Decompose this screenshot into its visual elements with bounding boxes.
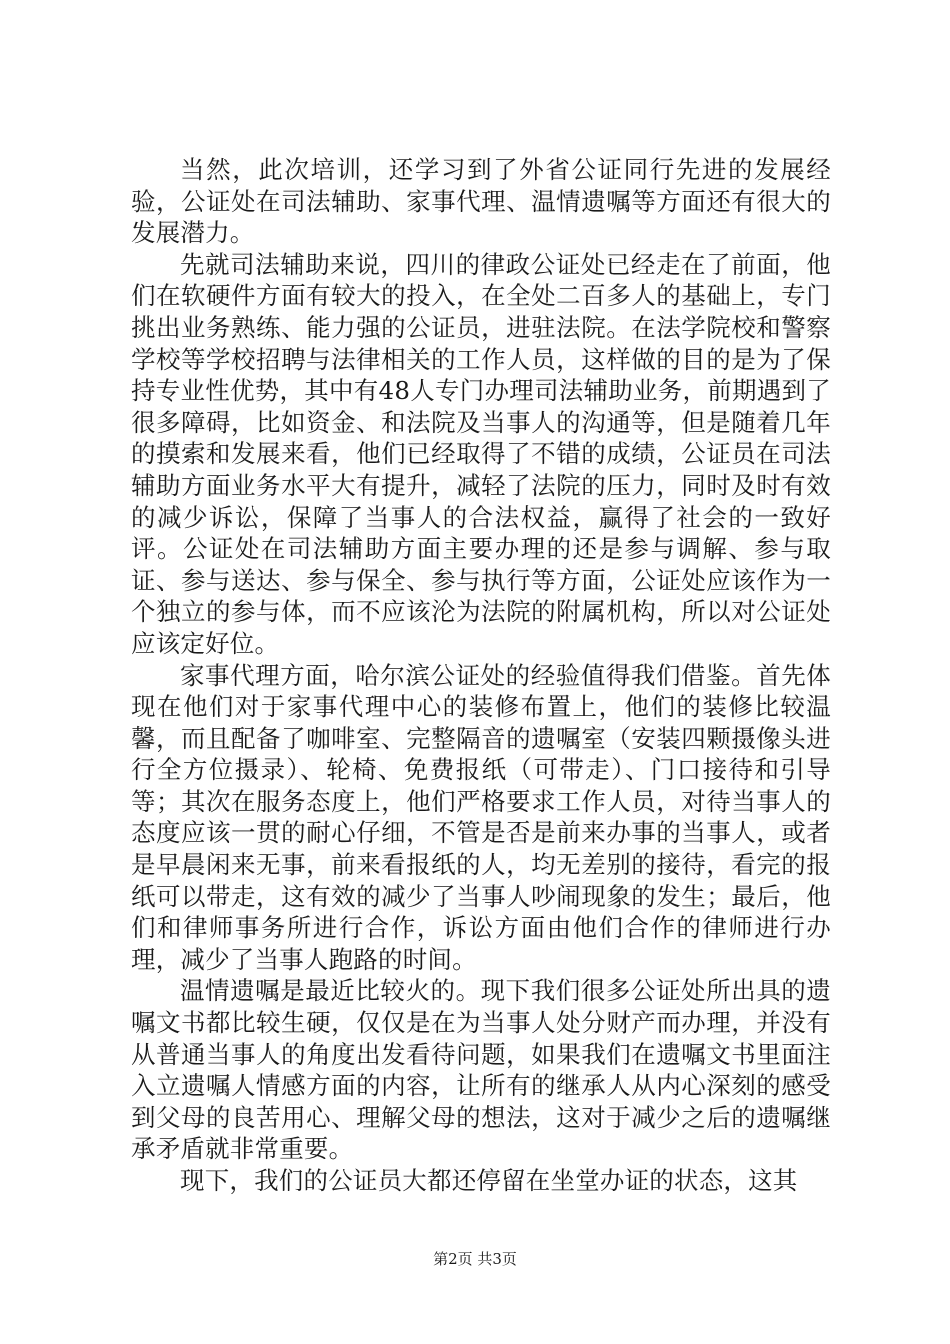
paragraph-notary-status: 现下，我们的公证员大都还停留在坐堂办证的状态，这其 (180, 1166, 798, 1195)
document-body (131, 154, 831, 1197)
paragraph-judicial-assistance: 先就司法辅助来说，四川的律政公证处已经走在了前面，他们在软硬件方面有较大的投入，在全处二百多人的基础上，专门挑出业务熟练、能力强的公证员，进驻法院。在法学院校和警察学校等学校招聘与法律相关的工作人员，这样做的目的是为了保持专业性优势，其中有48人专门办理司法辅助业务，前期遇到了很多障碍，比如资金、和法院及当事人的沟通等，但是随着几年的摸索和发展来看，他们已经取得了不错的成绩，公证员在司法辅助方面业务水平大有提升，减轻了法院的压力，同时及时有效的减少诉讼，保障了当事人的合法权益，赢得了社会的一致好评。公证处在司法辅助方面主要办理的还是参与调解、参与取证、参与送达、参与保全、参与执行等方面，公证处应该作为一个独立的参与体，而不应该沦为法院的附属机构，所以对公证处应该定好位。 (131, 249, 831, 658)
paragraph-warm-will: 温情遗嘱是最近比较火的。现下我们很多公证处所出具的遗嘱文书都比较生硬，仅仅是在为当事人处分财产而办理，并没有从普通当事人的角度出发看待问题，如果我们在遗嘱文书里面注入立遗嘱人情感方面的内容，让所有的继承人从内心深刻的感受到父母的良苦用心、理解父母的想法，这对于减少之后的遗嘱继承矛盾就非常重要。 (131, 976, 831, 1164)
paragraph-family-agency: 家事代理方面，哈尔滨公证处的经验值得我们借鉴。首先体现在他们对于家事代理中心的装修布置上，他们的装修比较温馨，而且配备了咖啡室、完整隔音的遗嘱室（安装四颗摄像头进行全方位摄录）、轮椅、免费报纸（可带走）、门口接待和引导等；其次在服务态度上，他们严格要求工作人员，对待当事人的态度应该一贯的耐心仔细，不管是否是前来办事的当事人，或者是早晨闲来无事，前来看报纸的人，均无差别的接待，看完的报纸可以带走，这有效的减少了当事人吵闹现象的发生；最后，他们和律师事务所进行合作，诉讼方面由他们合作的律师进行办理，减少了当事人跑路的时间。 (131, 660, 831, 974)
paragraph-training-summary: 当然，此次培训，还学习到了外省公证同行先进的发展经验，公证处在司法辅助、家事代理、温情遗嘱等方面还有很大的发展潜力。 (131, 155, 831, 248)
page-number-footer: 第2页 共3页 (433, 1250, 517, 1268)
